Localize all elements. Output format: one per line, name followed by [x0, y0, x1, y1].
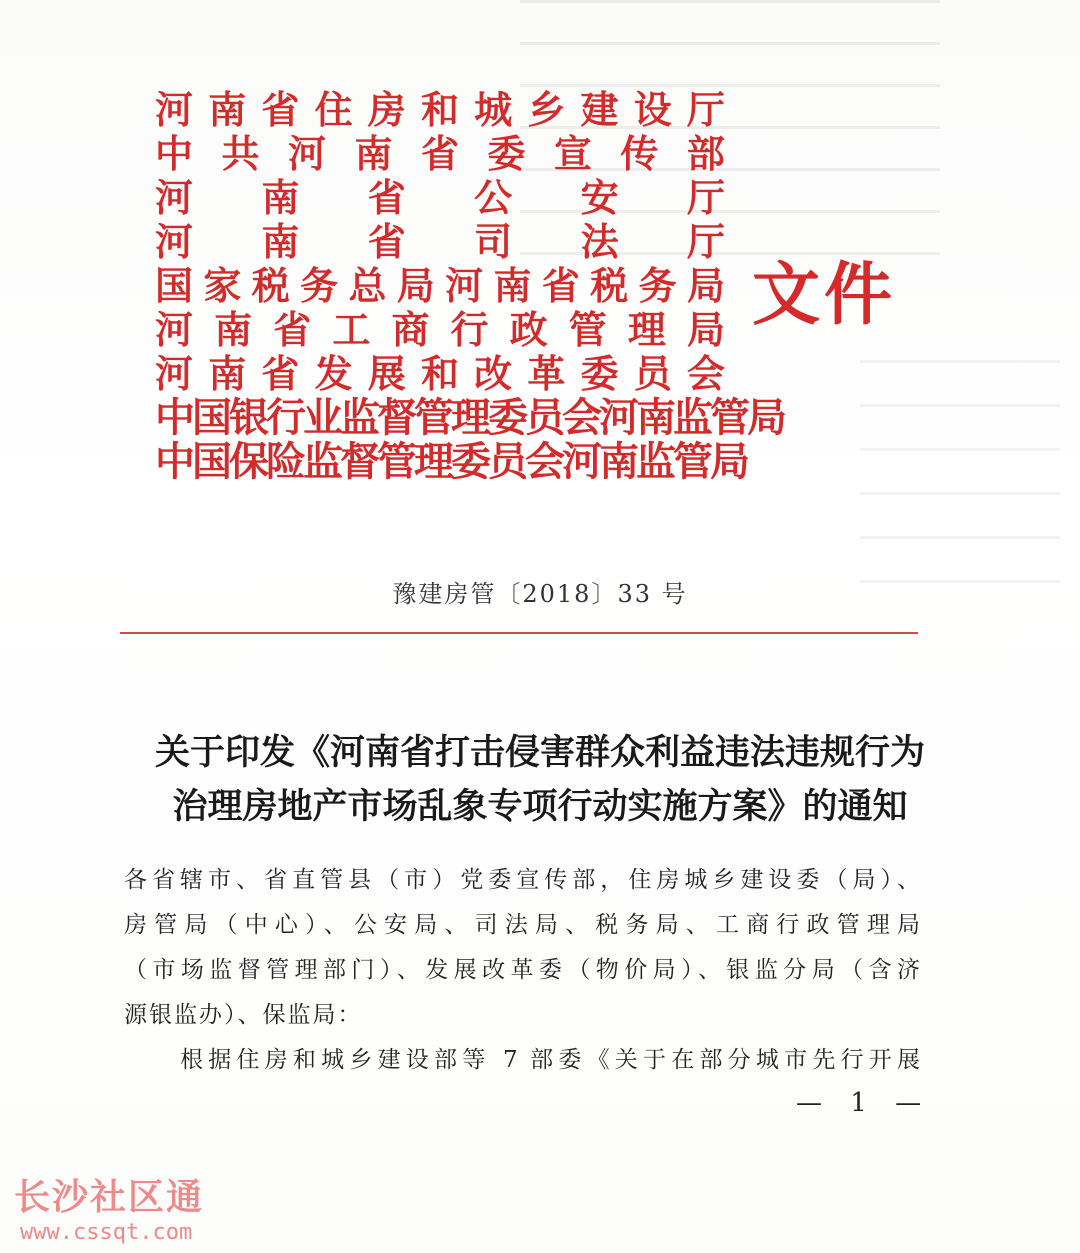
issuer-character: 总 — [348, 263, 387, 308]
issuer-character: 家 — [203, 263, 242, 308]
issuer-character: 管 — [568, 307, 607, 352]
issuer-character: 厅 — [686, 219, 725, 264]
issuer-character: 中 — [155, 131, 194, 176]
issuer-character: 河 — [155, 351, 194, 396]
issuing-authorities — [155, 87, 784, 485]
issuer-character: 设 — [633, 87, 672, 132]
issuer-character: 工 — [332, 307, 371, 352]
issuer-character: 河 — [445, 263, 484, 308]
issuer-character: 改 — [474, 351, 513, 396]
issuer-character: 省 — [367, 219, 406, 264]
file-heading: 文件 — [752, 255, 897, 335]
issuer-line — [155, 352, 725, 396]
issuer-character: 部 — [686, 131, 725, 176]
issuer-character: 安 — [580, 175, 619, 220]
issuer-line: 中国银行业监督管理委员会河南监管局 — [155, 394, 784, 441]
issuer-character: 发 — [314, 351, 353, 396]
issuer-character: 省 — [273, 307, 312, 352]
issuer-character: 南 — [493, 263, 532, 308]
issuer-character: 厅 — [686, 87, 725, 132]
issuer-character: 理 — [627, 307, 666, 352]
issuer-character: 政 — [509, 307, 548, 352]
issuer-character: 务 — [300, 263, 339, 308]
issuer-character: 局 — [396, 263, 435, 308]
issuer-character: 商 — [391, 307, 430, 352]
issuer-character: 税 — [590, 263, 629, 308]
issuer-character: 城 — [474, 87, 513, 132]
watermark-logo-text: 长沙社区通 — [14, 1177, 205, 1218]
issuer-character: 国 — [155, 263, 194, 308]
issuer-line: 中国保险监督管理委员会河南监管局 — [155, 438, 747, 485]
issuer-character: 共 — [221, 131, 260, 176]
notice-body — [124, 858, 920, 1083]
issuer-character: 税 — [251, 263, 290, 308]
issuer-character: 委 — [580, 351, 619, 396]
issuer-character: 建 — [580, 87, 619, 132]
issuer-character: 务 — [638, 263, 677, 308]
issuer-character: 行 — [450, 307, 489, 352]
recipients-line: 房管局（中心）、公安局、司法局、税务局、工商行政管理局 — [124, 912, 920, 938]
issuer-line — [155, 88, 725, 132]
issuer-character: 房 — [367, 87, 406, 132]
issuer-character: 河 — [287, 131, 326, 176]
issuer-character: 委 — [487, 131, 526, 176]
red-separator-line — [120, 632, 918, 634]
recipients-line: 各省辖市、省直管县（市）党委宣传部，住房城乡建设委（局）、 — [124, 867, 920, 893]
issuer-character: 河 — [155, 87, 194, 132]
issuer-character: 省 — [367, 175, 406, 220]
issuer-line — [155, 264, 725, 308]
issuer-character: 南 — [208, 87, 247, 132]
recipients-line: （市场监督管理部门）、发展改革委（物价局）、银监分局（含济 — [124, 957, 920, 983]
issuer-character: 省 — [420, 131, 459, 176]
issuer-character: 南 — [208, 351, 247, 396]
issuer-character: 局 — [686, 263, 725, 308]
body-paragraph-line: 根据住房和城乡建设部等 7 部委《关于在部分城市先行开展 — [180, 1047, 920, 1073]
notice-title — [100, 726, 980, 834]
issuer-character: 员 — [633, 351, 672, 396]
issuer-character: 司 — [474, 219, 513, 264]
notice-title-line: 治理房地产市场乱象专项行动实施方案》的通知 — [172, 787, 908, 827]
issuer-character: 南 — [261, 219, 300, 264]
issuer-character: 河 — [155, 219, 194, 264]
issuer-character: 住 — [314, 87, 353, 132]
issuer-character: 省 — [261, 351, 300, 396]
issuer-character: 法 — [580, 219, 619, 264]
issuer-character: 南 — [214, 307, 253, 352]
issuer-character: 省 — [261, 87, 300, 132]
issuer-line — [155, 220, 725, 264]
issuer-character: 厅 — [686, 175, 725, 220]
issuer-character: 传 — [620, 131, 659, 176]
issuer-character: 局 — [686, 307, 725, 352]
issuer-character: 南 — [354, 131, 393, 176]
watermark-url: www.cssqt.com — [20, 1220, 193, 1245]
recipients-line: 源银监办）、保监局： — [124, 1002, 363, 1028]
site-watermark — [14, 1178, 224, 1246]
issuer-character: 省 — [541, 263, 580, 308]
issuer-character: 南 — [261, 175, 300, 220]
issuer-character: 和 — [420, 87, 459, 132]
issuer-character: 河 — [155, 175, 194, 220]
page-number: — 1 — — [796, 1088, 932, 1118]
notice-title-line: 关于印发《河南省打击侵害群众利益违法违规行为 — [154, 733, 925, 773]
issuer-character: 宣 — [553, 131, 592, 176]
issuer-character: 河 — [155, 307, 194, 352]
issuer-character: 和 — [420, 351, 459, 396]
issuer-line — [155, 176, 725, 220]
document-number: 豫建房管〔2018〕33 号 — [392, 580, 688, 608]
issuer-character: 乡 — [527, 87, 566, 132]
issuer-character: 会 — [686, 351, 725, 396]
issuer-character: 展 — [367, 351, 406, 396]
issuer-character: 公 — [474, 175, 513, 220]
issuer-line — [155, 308, 725, 352]
issuer-character: 革 — [527, 351, 566, 396]
issuer-line — [155, 132, 725, 176]
